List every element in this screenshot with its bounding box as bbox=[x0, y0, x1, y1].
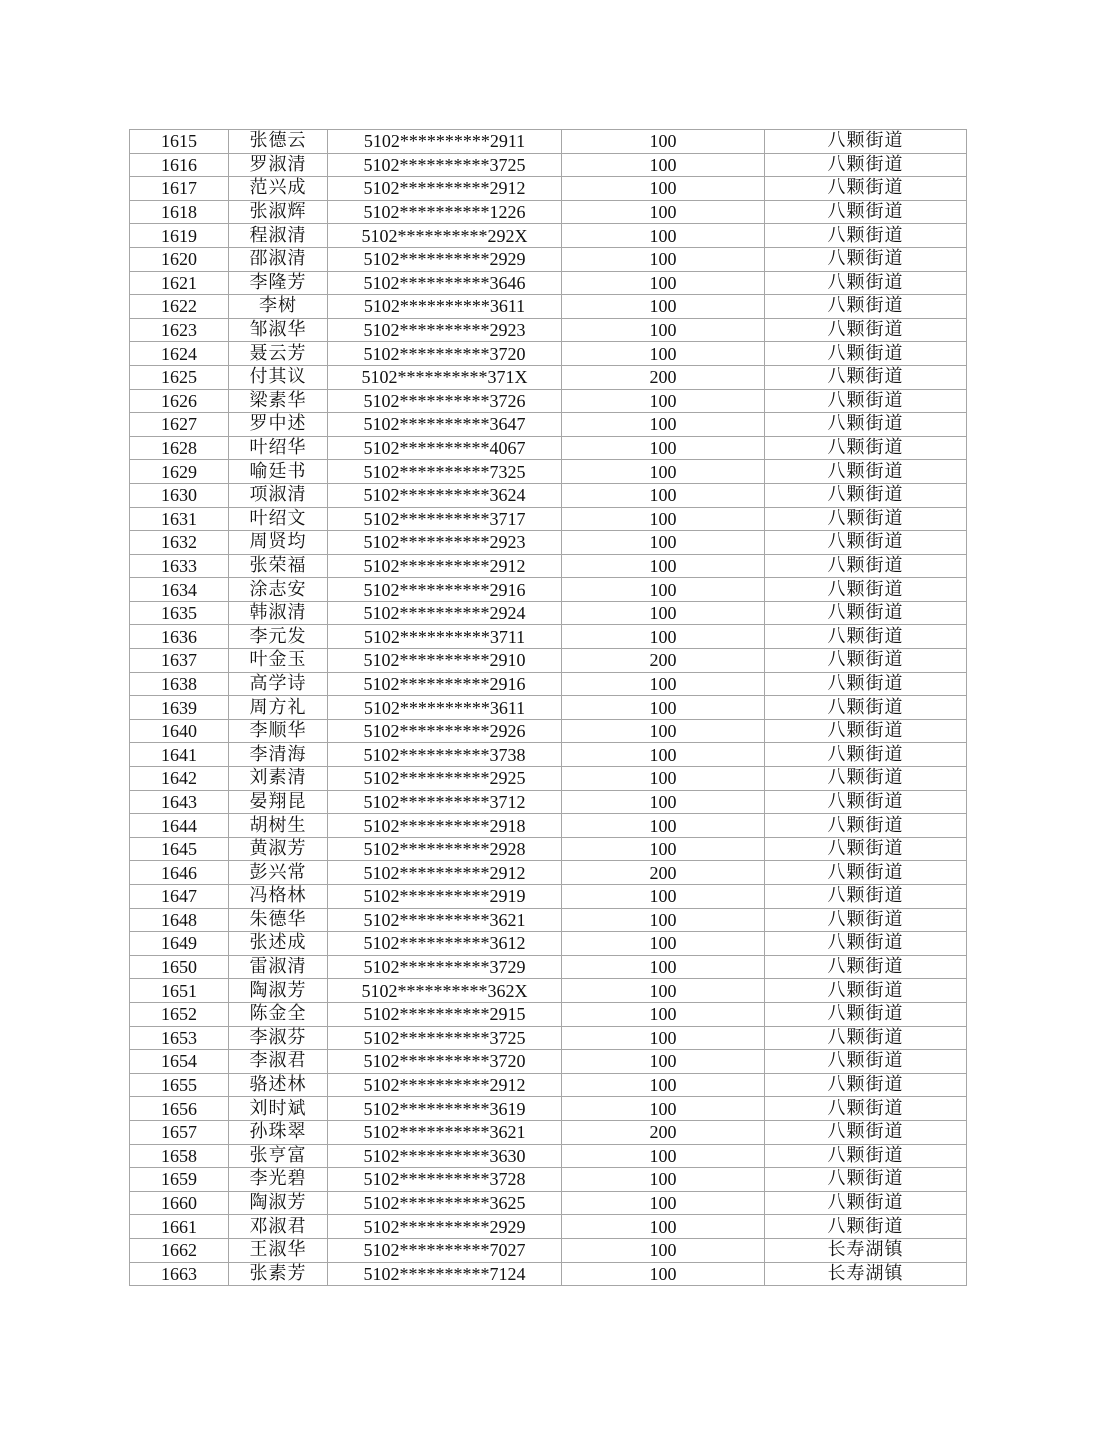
table-row bbox=[130, 413, 967, 437]
amount-cell: 100 bbox=[562, 1191, 765, 1215]
name-cell: 李树 bbox=[229, 295, 328, 319]
name-cell: 韩淑清 bbox=[229, 601, 328, 625]
id-number-cell: 5102**********3612 bbox=[328, 932, 562, 956]
table-row bbox=[130, 1168, 967, 1192]
id-number-cell: 5102**********7325 bbox=[328, 460, 562, 484]
region-cell: 八颗街道 bbox=[765, 365, 967, 389]
row-number-cell: 1642 bbox=[130, 767, 229, 791]
id-number-cell: 5102**********2912 bbox=[328, 177, 562, 201]
id-number-cell: 5102**********3717 bbox=[328, 507, 562, 531]
region-cell: 八颗街道 bbox=[765, 413, 967, 437]
name-cell: 李顺华 bbox=[229, 719, 328, 743]
amount-cell: 100 bbox=[562, 908, 765, 932]
region-cell: 长寿湖镇 bbox=[765, 1238, 967, 1262]
amount-cell: 100 bbox=[562, 224, 765, 248]
id-number-cell: 5102**********3625 bbox=[328, 1191, 562, 1215]
amount-cell: 100 bbox=[562, 601, 765, 625]
row-number-cell: 1661 bbox=[130, 1215, 229, 1239]
amount-cell: 100 bbox=[562, 413, 765, 437]
name-cell: 李隆芳 bbox=[229, 271, 328, 295]
region-cell: 八颗街道 bbox=[765, 1002, 967, 1026]
name-cell: 高学诗 bbox=[229, 672, 328, 696]
row-number-cell: 1657 bbox=[130, 1120, 229, 1144]
region-cell: 八颗街道 bbox=[765, 318, 967, 342]
name-cell: 刘素清 bbox=[229, 767, 328, 791]
name-cell: 骆述林 bbox=[229, 1073, 328, 1097]
amount-cell: 200 bbox=[562, 365, 765, 389]
region-cell: 八颗街道 bbox=[765, 224, 967, 248]
row-number-cell: 1660 bbox=[130, 1191, 229, 1215]
name-cell: 涂志安 bbox=[229, 578, 328, 602]
region-cell: 八颗街道 bbox=[765, 271, 967, 295]
name-cell: 张素芳 bbox=[229, 1262, 328, 1286]
amount-cell: 100 bbox=[562, 483, 765, 507]
name-cell: 李清海 bbox=[229, 743, 328, 767]
table-row bbox=[130, 153, 967, 177]
row-number-cell: 1627 bbox=[130, 413, 229, 437]
table-row bbox=[130, 932, 967, 956]
name-cell: 张德云 bbox=[229, 130, 328, 154]
name-cell: 刘时斌 bbox=[229, 1097, 328, 1121]
region-cell: 八颗街道 bbox=[765, 861, 967, 885]
table-row bbox=[130, 177, 967, 201]
region-cell: 八颗街道 bbox=[765, 979, 967, 1003]
id-number-cell: 5102**********3611 bbox=[328, 295, 562, 319]
name-cell: 叶绍文 bbox=[229, 507, 328, 531]
table-row bbox=[130, 436, 967, 460]
region-cell: 八颗街道 bbox=[765, 932, 967, 956]
table-row bbox=[130, 908, 967, 932]
id-number-cell: 5102**********2929 bbox=[328, 247, 562, 271]
table-row bbox=[130, 130, 967, 154]
id-number-cell: 5102**********2912 bbox=[328, 861, 562, 885]
table-row bbox=[130, 247, 967, 271]
region-cell: 八颗街道 bbox=[765, 696, 967, 720]
row-number-cell: 1615 bbox=[130, 130, 229, 154]
id-number-cell: 5102**********2923 bbox=[328, 318, 562, 342]
table-row bbox=[130, 271, 967, 295]
id-number-cell: 5102**********2923 bbox=[328, 531, 562, 555]
region-cell: 长寿湖镇 bbox=[765, 1262, 967, 1286]
name-cell: 邹淑华 bbox=[229, 318, 328, 342]
amount-cell: 100 bbox=[562, 1215, 765, 1239]
row-number-cell: 1638 bbox=[130, 672, 229, 696]
id-number-cell: 5102**********3711 bbox=[328, 625, 562, 649]
amount-cell: 100 bbox=[562, 1097, 765, 1121]
id-number-cell: 5102**********3729 bbox=[328, 955, 562, 979]
id-number-cell: 5102**********362X bbox=[328, 979, 562, 1003]
table-row bbox=[130, 1026, 967, 1050]
amount-cell: 100 bbox=[562, 1144, 765, 1168]
amount-cell: 100 bbox=[562, 1050, 765, 1074]
amount-cell: 100 bbox=[562, 790, 765, 814]
region-cell: 八颗街道 bbox=[765, 507, 967, 531]
region-cell: 八颗街道 bbox=[765, 601, 967, 625]
name-cell: 朱德华 bbox=[229, 908, 328, 932]
region-cell: 八颗街道 bbox=[765, 1144, 967, 1168]
table-row bbox=[130, 554, 967, 578]
amount-cell: 100 bbox=[562, 625, 765, 649]
amount-cell: 100 bbox=[562, 177, 765, 201]
name-cell: 聂云芳 bbox=[229, 342, 328, 366]
region-cell: 八颗街道 bbox=[765, 1097, 967, 1121]
table-row bbox=[130, 483, 967, 507]
id-number-cell: 5102**********3621 bbox=[328, 1120, 562, 1144]
region-cell: 八颗街道 bbox=[765, 649, 967, 673]
region-cell: 八颗街道 bbox=[765, 1050, 967, 1074]
region-cell: 八颗街道 bbox=[765, 247, 967, 271]
id-number-cell: 5102**********2916 bbox=[328, 578, 562, 602]
amount-cell: 100 bbox=[562, 460, 765, 484]
amount-cell: 100 bbox=[562, 1238, 765, 1262]
region-cell: 八颗街道 bbox=[765, 955, 967, 979]
id-number-cell: 5102**********2928 bbox=[328, 837, 562, 861]
name-cell: 张荣福 bbox=[229, 554, 328, 578]
name-cell: 胡树生 bbox=[229, 814, 328, 838]
row-number-cell: 1656 bbox=[130, 1097, 229, 1121]
row-number-cell: 1663 bbox=[130, 1262, 229, 1286]
region-cell: 八颗街道 bbox=[765, 814, 967, 838]
id-number-cell: 5102**********292X bbox=[328, 224, 562, 248]
row-number-cell: 1662 bbox=[130, 1238, 229, 1262]
region-cell: 八颗街道 bbox=[765, 436, 967, 460]
row-number-cell: 1658 bbox=[130, 1144, 229, 1168]
row-number-cell: 1624 bbox=[130, 342, 229, 366]
region-cell: 八颗街道 bbox=[765, 719, 967, 743]
row-number-cell: 1654 bbox=[130, 1050, 229, 1074]
name-cell: 王淑华 bbox=[229, 1238, 328, 1262]
table-row bbox=[130, 696, 967, 720]
name-cell: 晏翔昆 bbox=[229, 790, 328, 814]
name-cell: 张述成 bbox=[229, 932, 328, 956]
id-number-cell: 5102**********2911 bbox=[328, 130, 562, 154]
name-cell: 李淑君 bbox=[229, 1050, 328, 1074]
table-row bbox=[130, 389, 967, 413]
id-number-cell: 5102**********7027 bbox=[328, 1238, 562, 1262]
region-cell: 八颗街道 bbox=[765, 1168, 967, 1192]
row-number-cell: 1636 bbox=[130, 625, 229, 649]
amount-cell: 100 bbox=[562, 885, 765, 909]
table-body bbox=[130, 130, 967, 1286]
row-number-cell: 1625 bbox=[130, 365, 229, 389]
name-cell: 喻廷书 bbox=[229, 460, 328, 484]
table-row bbox=[130, 365, 967, 389]
region-cell: 八颗街道 bbox=[765, 130, 967, 154]
region-cell: 八颗街道 bbox=[765, 885, 967, 909]
name-cell: 冯格林 bbox=[229, 885, 328, 909]
amount-cell: 100 bbox=[562, 130, 765, 154]
row-number-cell: 1641 bbox=[130, 743, 229, 767]
name-cell: 项淑清 bbox=[229, 483, 328, 507]
id-number-cell: 5102**********2925 bbox=[328, 767, 562, 791]
table-row bbox=[130, 507, 967, 531]
row-number-cell: 1655 bbox=[130, 1073, 229, 1097]
id-number-cell: 5102**********3647 bbox=[328, 413, 562, 437]
row-number-cell: 1644 bbox=[130, 814, 229, 838]
table-row bbox=[130, 1097, 967, 1121]
name-cell: 雷淑清 bbox=[229, 955, 328, 979]
region-cell: 八颗街道 bbox=[765, 790, 967, 814]
id-number-cell: 5102**********4067 bbox=[328, 436, 562, 460]
table-row bbox=[130, 200, 967, 224]
name-cell: 罗淑清 bbox=[229, 153, 328, 177]
row-number-cell: 1640 bbox=[130, 719, 229, 743]
id-number-cell: 5102**********3630 bbox=[328, 1144, 562, 1168]
name-cell: 周方礼 bbox=[229, 696, 328, 720]
name-cell: 张亨富 bbox=[229, 1144, 328, 1168]
id-number-cell: 5102**********2916 bbox=[328, 672, 562, 696]
region-cell: 八颗街道 bbox=[765, 743, 967, 767]
amount-cell: 100 bbox=[562, 672, 765, 696]
amount-cell: 100 bbox=[562, 153, 765, 177]
region-cell: 八颗街道 bbox=[765, 177, 967, 201]
amount-cell: 100 bbox=[562, 837, 765, 861]
row-number-cell: 1618 bbox=[130, 200, 229, 224]
row-number-cell: 1631 bbox=[130, 507, 229, 531]
region-cell: 八颗街道 bbox=[765, 153, 967, 177]
table-row bbox=[130, 1144, 967, 1168]
row-number-cell: 1626 bbox=[130, 389, 229, 413]
amount-cell: 100 bbox=[562, 767, 765, 791]
row-number-cell: 1648 bbox=[130, 908, 229, 932]
amount-cell: 100 bbox=[562, 200, 765, 224]
row-number-cell: 1650 bbox=[130, 955, 229, 979]
region-cell: 八颗街道 bbox=[765, 1120, 967, 1144]
table-row bbox=[130, 1191, 967, 1215]
row-number-cell: 1620 bbox=[130, 247, 229, 271]
row-number-cell: 1633 bbox=[130, 554, 229, 578]
row-number-cell: 1623 bbox=[130, 318, 229, 342]
row-number-cell: 1630 bbox=[130, 483, 229, 507]
row-number-cell: 1632 bbox=[130, 531, 229, 555]
id-number-cell: 5102**********3726 bbox=[328, 389, 562, 413]
id-number-cell: 5102**********2926 bbox=[328, 719, 562, 743]
region-cell: 八颗街道 bbox=[765, 1073, 967, 1097]
table-row bbox=[130, 719, 967, 743]
name-cell: 彭兴常 bbox=[229, 861, 328, 885]
amount-cell: 100 bbox=[562, 531, 765, 555]
table-row bbox=[130, 1050, 967, 1074]
table-row bbox=[130, 625, 967, 649]
name-cell: 罗中述 bbox=[229, 413, 328, 437]
id-number-cell: 5102**********2924 bbox=[328, 601, 562, 625]
region-cell: 八颗街道 bbox=[765, 531, 967, 555]
amount-cell: 100 bbox=[562, 342, 765, 366]
id-number-cell: 5102**********3738 bbox=[328, 743, 562, 767]
table-row bbox=[130, 743, 967, 767]
row-number-cell: 1646 bbox=[130, 861, 229, 885]
amount-cell: 100 bbox=[562, 1073, 765, 1097]
row-number-cell: 1651 bbox=[130, 979, 229, 1003]
row-number-cell: 1621 bbox=[130, 271, 229, 295]
amount-cell: 100 bbox=[562, 1262, 765, 1286]
id-number-cell: 5102**********3720 bbox=[328, 1050, 562, 1074]
id-number-cell: 5102**********3720 bbox=[328, 342, 562, 366]
amount-cell: 200 bbox=[562, 1120, 765, 1144]
amount-cell: 100 bbox=[562, 696, 765, 720]
region-cell: 八颗街道 bbox=[765, 389, 967, 413]
table-row bbox=[130, 649, 967, 673]
name-cell: 邓淑君 bbox=[229, 1215, 328, 1239]
table-row bbox=[130, 531, 967, 555]
table-row bbox=[130, 224, 967, 248]
id-number-cell: 5102**********3725 bbox=[328, 153, 562, 177]
name-cell: 李光碧 bbox=[229, 1168, 328, 1192]
region-cell: 八颗街道 bbox=[765, 460, 967, 484]
name-cell: 陶淑芳 bbox=[229, 1191, 328, 1215]
document-page bbox=[129, 129, 966, 1286]
region-cell: 八颗街道 bbox=[765, 578, 967, 602]
row-number-cell: 1617 bbox=[130, 177, 229, 201]
region-cell: 八颗街道 bbox=[765, 837, 967, 861]
name-cell: 梁素华 bbox=[229, 389, 328, 413]
id-number-cell: 5102**********3728 bbox=[328, 1168, 562, 1192]
table-row bbox=[130, 1215, 967, 1239]
name-cell: 李淑芬 bbox=[229, 1026, 328, 1050]
region-cell: 八颗街道 bbox=[765, 200, 967, 224]
row-number-cell: 1616 bbox=[130, 153, 229, 177]
region-cell: 八颗街道 bbox=[765, 1191, 967, 1215]
row-number-cell: 1643 bbox=[130, 790, 229, 814]
name-cell: 陈金全 bbox=[229, 1002, 328, 1026]
table-row bbox=[130, 342, 967, 366]
row-number-cell: 1619 bbox=[130, 224, 229, 248]
region-cell: 八颗街道 bbox=[765, 1026, 967, 1050]
id-number-cell: 5102**********2915 bbox=[328, 1002, 562, 1026]
name-cell: 邵淑清 bbox=[229, 247, 328, 271]
row-number-cell: 1659 bbox=[130, 1168, 229, 1192]
amount-cell: 100 bbox=[562, 554, 765, 578]
row-number-cell: 1639 bbox=[130, 696, 229, 720]
region-cell: 八颗街道 bbox=[765, 483, 967, 507]
amount-cell: 100 bbox=[562, 814, 765, 838]
amount-cell: 100 bbox=[562, 318, 765, 342]
amount-cell: 100 bbox=[562, 389, 765, 413]
region-cell: 八颗街道 bbox=[765, 908, 967, 932]
name-cell: 程淑清 bbox=[229, 224, 328, 248]
row-number-cell: 1635 bbox=[130, 601, 229, 625]
id-number-cell: 5102**********3619 bbox=[328, 1097, 562, 1121]
id-number-cell: 5102**********3646 bbox=[328, 271, 562, 295]
table-row bbox=[130, 814, 967, 838]
subsidy-table bbox=[129, 129, 967, 1286]
table-row bbox=[130, 955, 967, 979]
amount-cell: 100 bbox=[562, 955, 765, 979]
id-number-cell: 5102**********3611 bbox=[328, 696, 562, 720]
name-cell: 黄淑芳 bbox=[229, 837, 328, 861]
id-number-cell: 5102**********2918 bbox=[328, 814, 562, 838]
amount-cell: 100 bbox=[562, 578, 765, 602]
region-cell: 八颗街道 bbox=[765, 767, 967, 791]
row-number-cell: 1628 bbox=[130, 436, 229, 460]
region-cell: 八颗街道 bbox=[765, 342, 967, 366]
table-row bbox=[130, 1073, 967, 1097]
table-row bbox=[130, 1238, 967, 1262]
row-number-cell: 1652 bbox=[130, 1002, 229, 1026]
row-number-cell: 1649 bbox=[130, 932, 229, 956]
amount-cell: 100 bbox=[562, 932, 765, 956]
amount-cell: 200 bbox=[562, 861, 765, 885]
table-row bbox=[130, 460, 967, 484]
amount-cell: 100 bbox=[562, 719, 765, 743]
id-number-cell: 5102**********3712 bbox=[328, 790, 562, 814]
table-row bbox=[130, 861, 967, 885]
amount-cell: 200 bbox=[562, 649, 765, 673]
region-cell: 八颗街道 bbox=[765, 295, 967, 319]
row-number-cell: 1622 bbox=[130, 295, 229, 319]
table-row bbox=[130, 1120, 967, 1144]
table-row bbox=[130, 672, 967, 696]
table-row bbox=[130, 295, 967, 319]
row-number-cell: 1629 bbox=[130, 460, 229, 484]
name-cell: 叶金玉 bbox=[229, 649, 328, 673]
table-row bbox=[130, 767, 967, 791]
row-number-cell: 1645 bbox=[130, 837, 229, 861]
row-number-cell: 1653 bbox=[130, 1026, 229, 1050]
id-number-cell: 5102**********2912 bbox=[328, 1073, 562, 1097]
name-cell: 李元发 bbox=[229, 625, 328, 649]
name-cell: 叶绍华 bbox=[229, 436, 328, 460]
amount-cell: 100 bbox=[562, 436, 765, 460]
table-row bbox=[130, 601, 967, 625]
id-number-cell: 5102**********1226 bbox=[328, 200, 562, 224]
name-cell: 张淑辉 bbox=[229, 200, 328, 224]
table-row bbox=[130, 979, 967, 1003]
row-number-cell: 1637 bbox=[130, 649, 229, 673]
id-number-cell: 5102**********2910 bbox=[328, 649, 562, 673]
name-cell: 周贤均 bbox=[229, 531, 328, 555]
row-number-cell: 1634 bbox=[130, 578, 229, 602]
id-number-cell: 5102**********3624 bbox=[328, 483, 562, 507]
region-cell: 八颗街道 bbox=[765, 625, 967, 649]
amount-cell: 100 bbox=[562, 1168, 765, 1192]
region-cell: 八颗街道 bbox=[765, 554, 967, 578]
id-number-cell: 5102**********3621 bbox=[328, 908, 562, 932]
id-number-cell: 5102**********3725 bbox=[328, 1026, 562, 1050]
table-row bbox=[130, 1262, 967, 1286]
amount-cell: 100 bbox=[562, 1026, 765, 1050]
table-row bbox=[130, 318, 967, 342]
amount-cell: 100 bbox=[562, 743, 765, 767]
id-number-cell: 5102**********371X bbox=[328, 365, 562, 389]
id-number-cell: 5102**********7124 bbox=[328, 1262, 562, 1286]
name-cell: 范兴成 bbox=[229, 177, 328, 201]
name-cell: 陶淑芳 bbox=[229, 979, 328, 1003]
table-row bbox=[130, 885, 967, 909]
region-cell: 八颗街道 bbox=[765, 1215, 967, 1239]
id-number-cell: 5102**********2912 bbox=[328, 554, 562, 578]
table-row bbox=[130, 578, 967, 602]
amount-cell: 100 bbox=[562, 295, 765, 319]
amount-cell: 100 bbox=[562, 1002, 765, 1026]
name-cell: 孙珠翠 bbox=[229, 1120, 328, 1144]
row-number-cell: 1647 bbox=[130, 885, 229, 909]
table-row bbox=[130, 837, 967, 861]
amount-cell: 100 bbox=[562, 271, 765, 295]
amount-cell: 100 bbox=[562, 979, 765, 1003]
id-number-cell: 5102**********2929 bbox=[328, 1215, 562, 1239]
id-number-cell: 5102**********2919 bbox=[328, 885, 562, 909]
table-row bbox=[130, 790, 967, 814]
table-row bbox=[130, 1002, 967, 1026]
name-cell: 付其议 bbox=[229, 365, 328, 389]
amount-cell: 100 bbox=[562, 507, 765, 531]
region-cell: 八颗街道 bbox=[765, 672, 967, 696]
amount-cell: 100 bbox=[562, 247, 765, 271]
